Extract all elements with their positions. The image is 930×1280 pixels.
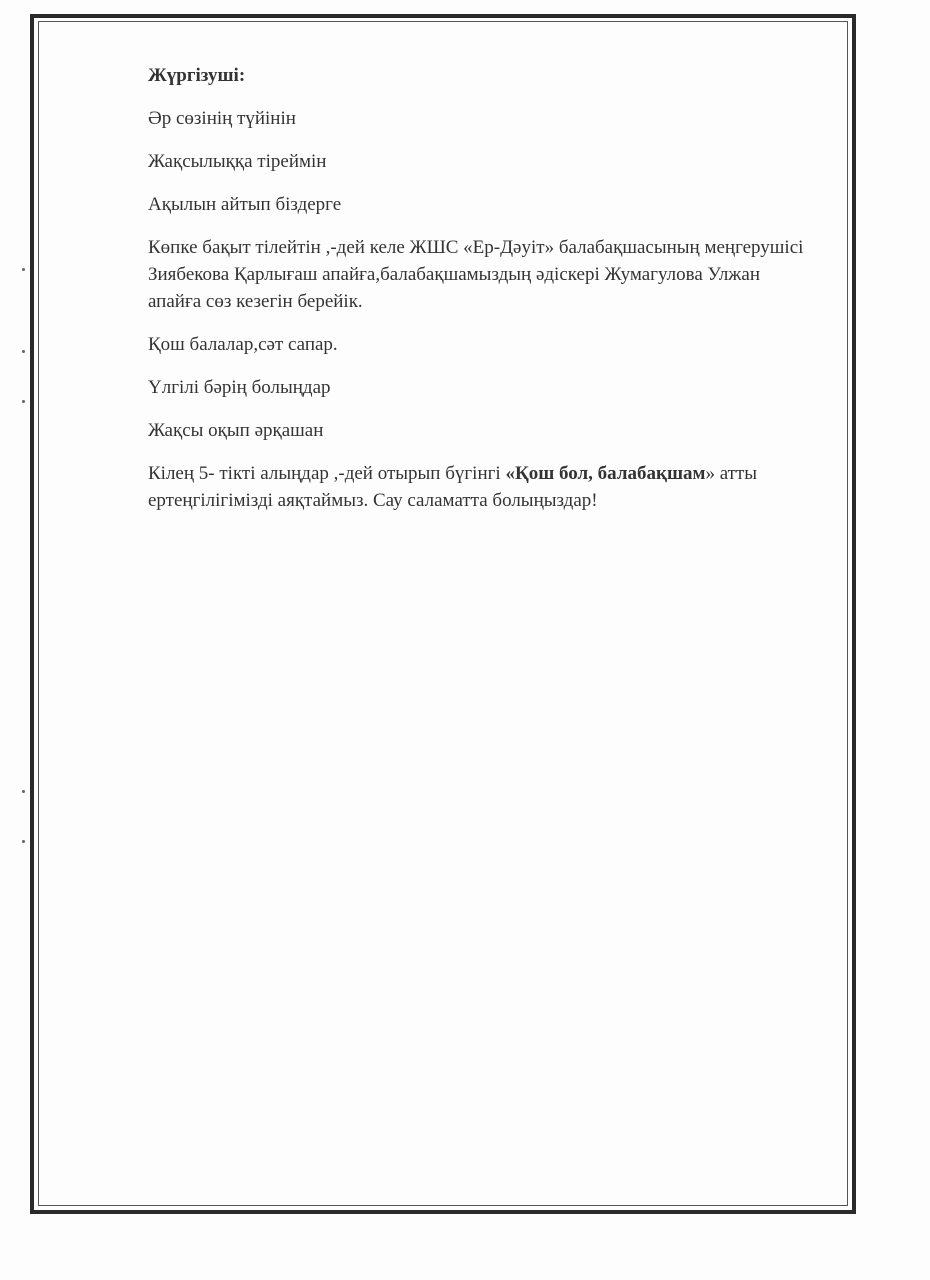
verse-line: Қош балалар,сәт сапар. <box>148 334 338 355</box>
scan-speck <box>22 350 25 353</box>
closing-paragraph <box>148 460 808 514</box>
scan-speck <box>22 268 25 271</box>
scan-speck <box>22 790 25 793</box>
verse-line: Жақсылыққа тіреймін <box>148 151 327 172</box>
scan-speck <box>22 400 25 403</box>
closing-text-end: » атты ертеңгілігімізді аяқтаймыз. Сау саламатта болыңыздар! <box>148 463 758 511</box>
paragraph: Көпке бақыт тілейтін ,-дей келе ЖШС «Ер-Дәуіт» балабақшасының меңгерушісі Зиябекова Қарлығаш апайға,балабақшамыздың әдіскері Жумагулова Улжан апайға сөз кезегін берейік. <box>148 237 804 312</box>
verse-line: Ақылын айтып біздерге <box>148 194 342 215</box>
scan-speck <box>22 840 25 843</box>
event-title: «Қош бол, балабақшам <box>505 463 706 484</box>
closing-text-start: Кілең 5- тікті алыңдар ,-дей отырып бүгінгі <box>148 463 506 484</box>
verse-line: Жақсы оқып әрқашан <box>148 420 324 441</box>
verse-line: Әр сөзінің түйінін <box>148 108 296 129</box>
verse-line: Үлгілі бәрің болыңдар <box>148 377 331 398</box>
speaker-heading: Жүргізуші: <box>148 65 246 86</box>
document-body <box>148 62 808 530</box>
